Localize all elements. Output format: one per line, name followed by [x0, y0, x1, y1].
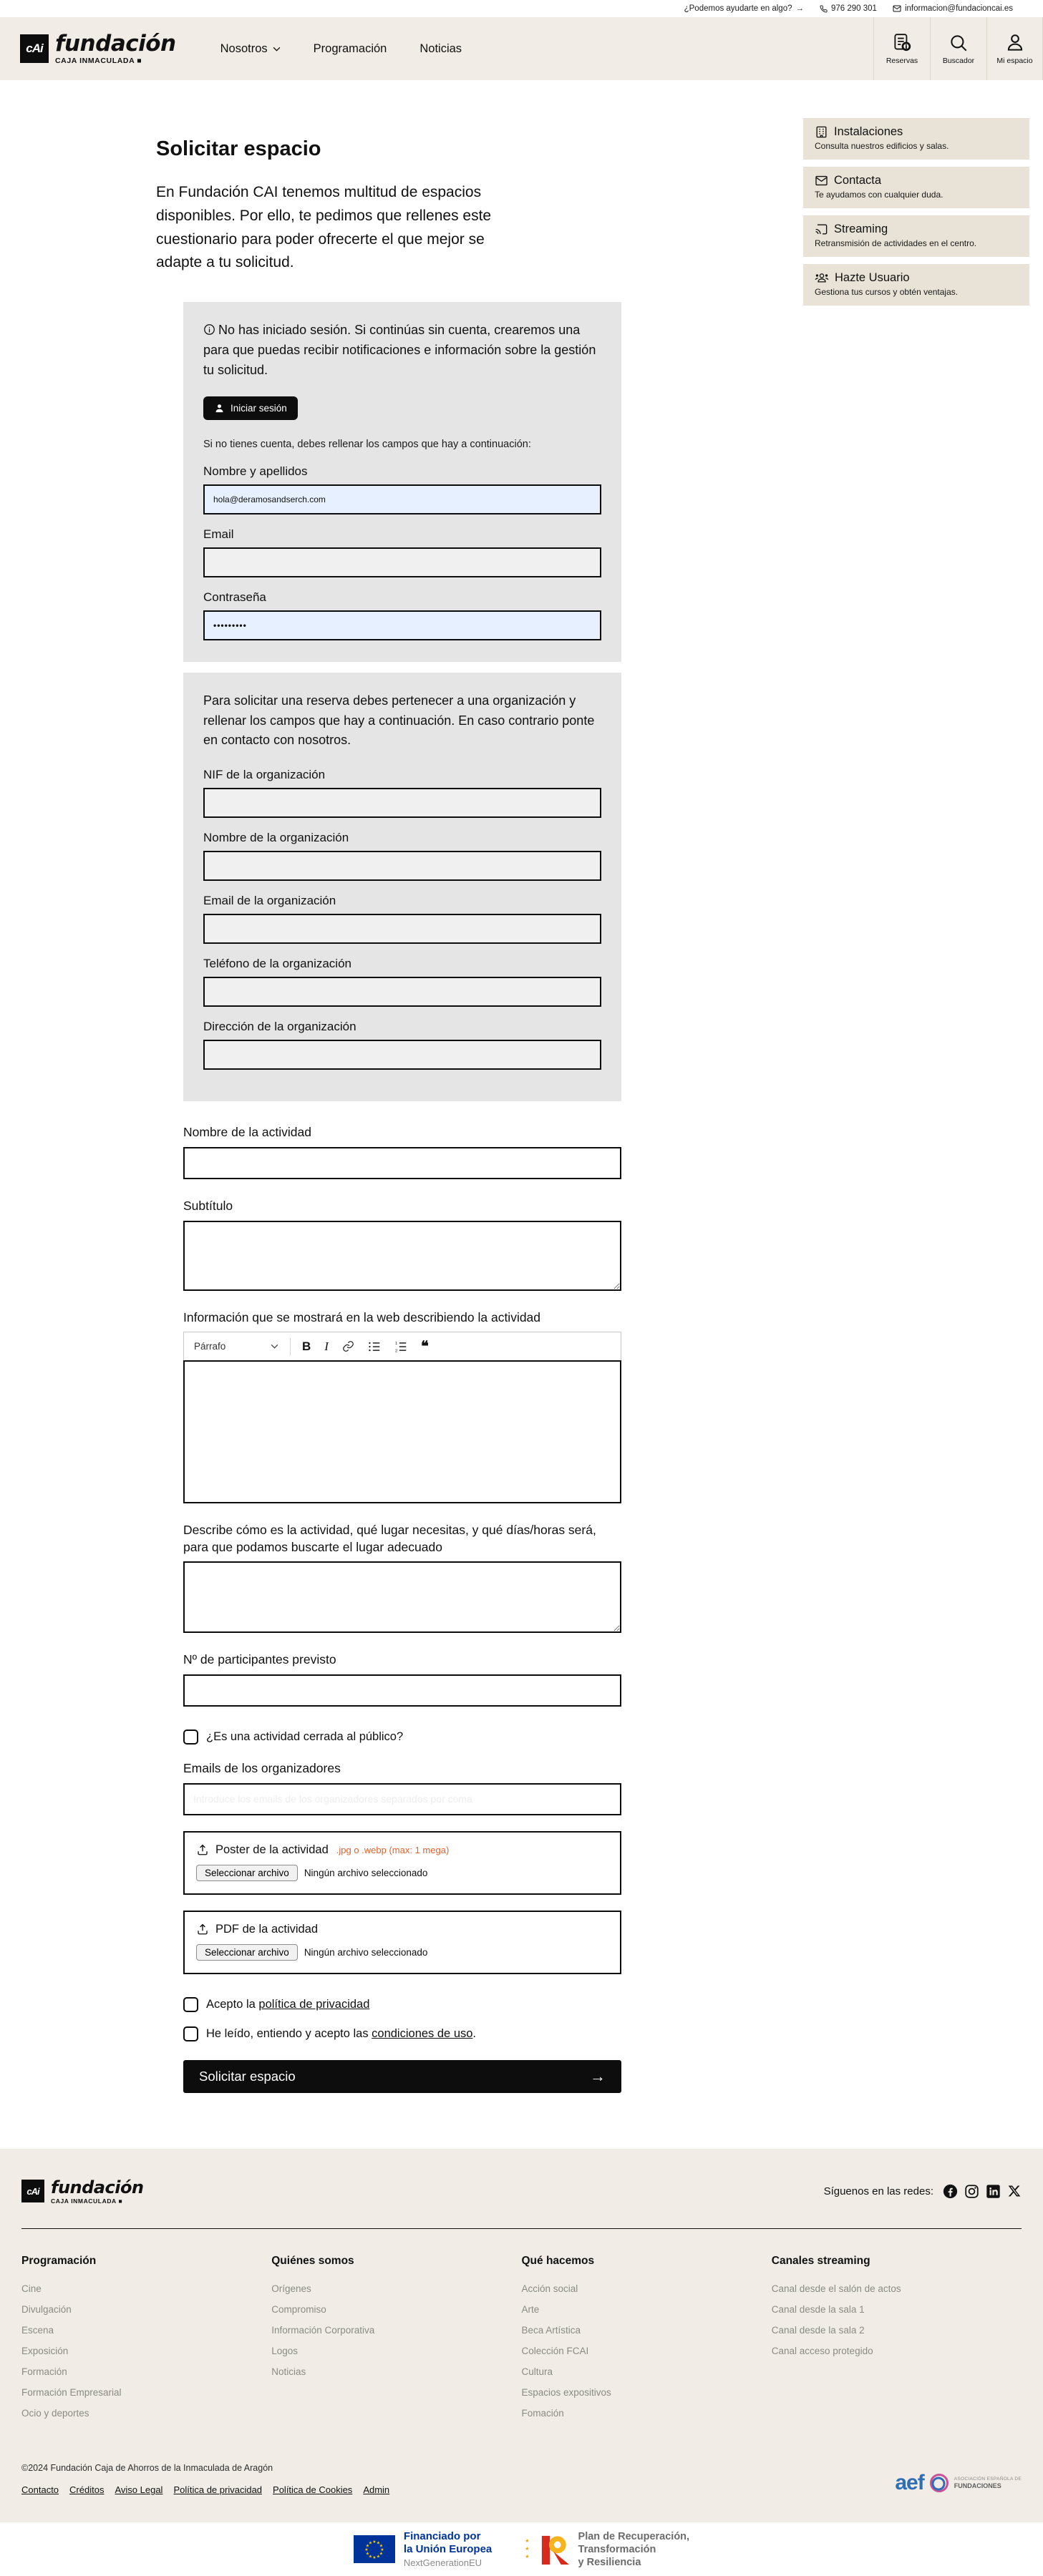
cai-logo-mark: cAi [21, 2180, 44, 2202]
facebook-icon[interactable] [943, 2184, 958, 2199]
activity-name-label: Nombre de la actividad [183, 1125, 311, 1140]
footer-divider [21, 2228, 1022, 2229]
footer-link[interactable]: Colección FCAI [521, 2346, 589, 2357]
footer-col-programacion [21, 2255, 271, 2429]
poster-file-status: Ningún archivo seleccionado [304, 1867, 428, 1878]
arrow-right-icon: → [590, 2067, 606, 2085]
eu-flag-icon [354, 2535, 395, 2563]
footer-link[interactable]: Formación Empresarial [21, 2387, 122, 2399]
describe-group [183, 1522, 621, 1633]
organization-intro: Para solicitar una reserva debes pertenecer a una organización y rellenar los campos que hay a continuación. En caso contrario ponte en contacto con nosotros. [203, 693, 595, 748]
web-info-group [183, 1309, 621, 1504]
submit-button[interactable]: Solicitar espacio → [183, 2060, 621, 2093]
organization-field-input[interactable] [203, 851, 601, 881]
web-info-label: Información que se mostrará en la web describiendo la actividad [183, 1309, 541, 1324]
social-links [824, 2184, 1022, 2199]
nav-item-noticias[interactable]: Noticias [419, 42, 462, 55]
footer-col-title: Quiénes somos [271, 2255, 354, 2268]
legal-link[interactable]: Política de privacidad [173, 2484, 263, 2496]
closed-activity-row [183, 1729, 621, 1745]
organization-box [183, 673, 621, 1102]
cast-icon [815, 223, 828, 236]
user-icon [214, 403, 225, 414]
footer-col-canales-streaming [772, 2255, 1022, 2429]
footer-link[interactable]: Orígenes [271, 2283, 311, 2295]
legal-link[interactable]: Créditos [69, 2484, 105, 2496]
organization-field-label: Dirección de la organización [203, 1020, 356, 1034]
page-title: Solicitar espacio [156, 137, 321, 160]
mi-espacio-button[interactable] [986, 17, 1043, 80]
eu-funding-logo: ★ ★ ★ ★ ★ ★ ★ ★ ★ ★ ★ ★ Financiado por la Unión Europea NextGenerationEU [354, 2530, 492, 2568]
svg-text:★: ★ [365, 2544, 370, 2549]
nav-item-nosotros[interactable]: Nosotros [220, 42, 281, 56]
footer-col-quienes-somos [271, 2255, 521, 2429]
footer-link[interactable]: Escena [21, 2325, 54, 2336]
stars-decoration: ★ ★ ★ [525, 2538, 530, 2560]
sidebar-card-desc: Gestiona tus cursos y obtén ventajas. [815, 287, 959, 297]
mail-icon [893, 4, 901, 13]
info-icon [203, 323, 215, 336]
footer-link[interactable]: Canal desde la sala 2 [771, 2325, 865, 2336]
sidebar-card-instalaciones[interactable] [803, 118, 1029, 160]
cai-logo-mark: cAi [20, 34, 49, 63]
footer-link[interactable]: Beca Artística [521, 2325, 581, 2336]
subtitle-textarea[interactable] [183, 1221, 621, 1291]
footer-link[interactable]: Divulgación [21, 2304, 72, 2316]
request-form [183, 302, 621, 2093]
sidebar [803, 118, 1029, 306]
link-button[interactable] [342, 1340, 354, 1352]
numbered-list-button[interactable] [394, 1341, 407, 1352]
footer-link[interactable]: Arte [521, 2304, 540, 2316]
social-label: Síguenos en las redes: [823, 2185, 933, 2197]
search-icon [948, 32, 969, 54]
reservas-label: Reservas [886, 57, 918, 65]
aef-rings-icon [928, 2472, 951, 2494]
phone-link[interactable] [820, 4, 877, 13]
subtitle-label: Subtítulo [183, 1198, 233, 1213]
privacy-consent-row [183, 1997, 621, 2012]
legal-link[interactable]: Política de Cookies [273, 2484, 353, 2496]
footer-link[interactable]: Canal desde la sala 1 [771, 2304, 865, 2316]
help-text: ¿Podemos ayudarte en algo? [684, 4, 792, 13]
footer-link[interactable]: Formación [21, 2366, 67, 2378]
password-field-group [203, 590, 601, 640]
organizer-emails-input[interactable] [183, 1783, 621, 1815]
password-input[interactable] [203, 610, 601, 640]
poster-upload-title: Poster de la actividad [215, 1843, 329, 1856]
sidebar-card-streaming[interactable] [803, 215, 1029, 257]
legal-link[interactable]: Contacto [21, 2484, 59, 2496]
svg-text:★: ★ [379, 2552, 384, 2557]
activity-name-group [183, 1124, 621, 1179]
legal-link[interactable]: Aviso Legal [115, 2484, 163, 2496]
participants-group [183, 1652, 621, 1707]
header [0, 17, 1043, 80]
participants-label: Nº de participantes previsto [183, 1652, 336, 1667]
legal-link[interactable]: Admin [363, 2484, 390, 2496]
organization-field-group [203, 831, 601, 881]
organization-field-group [203, 1020, 601, 1070]
brand-name: fundación [55, 30, 176, 57]
privacy-policy-link[interactable]: política de privacidad [258, 1997, 370, 2011]
name-field-group [203, 464, 601, 514]
footer-link[interactable]: Fomación [521, 2408, 564, 2419]
footer-link[interactable]: Información Corporativa [271, 2325, 375, 2336]
svg-text:★: ★ [368, 2555, 373, 2560]
footer-link[interactable]: Cultura [521, 2366, 553, 2378]
sidebar-card-desc: Consulta nuestros edificios y salas. [815, 141, 949, 151]
session-box [183, 302, 621, 662]
sidebar-card-contacta[interactable] [803, 167, 1029, 208]
bulleted-list-button[interactable] [368, 1341, 381, 1352]
footer-link[interactable]: Cine [21, 2283, 42, 2295]
footer-col-title: Canales streaming [771, 2255, 870, 2268]
account-hint: Si no tienes cuenta, debes rellenar los campos que hay a continuación: [203, 438, 531, 450]
aef-logo[interactable]: aef ASOCIACIÓN ESPAÑOLA DE FUNDACIONES [895, 2471, 1022, 2495]
organization-field-label: NIF de la organización [203, 768, 326, 782]
organization-field-label: Teléfono de la organización [203, 957, 351, 971]
organization-field-input[interactable] [203, 977, 601, 1007]
phone-icon [820, 5, 828, 13]
content [156, 137, 629, 2093]
email-address: informacion@fundacioncai.es [904, 4, 1013, 13]
bold-button[interactable]: B [302, 1339, 311, 1353]
name-label: Nombre y apellidos [203, 464, 308, 478]
users-icon [815, 271, 829, 285]
recovery-plan-r-icon [540, 2534, 570, 2565]
activity-name-input[interactable] [183, 1147, 621, 1179]
footer-link[interactable]: Acción social [521, 2283, 578, 2295]
footer-col-que-hacemos [522, 2255, 772, 2429]
recovery-plan-logo: ★ ★ ★ Plan de Recuperación, Transformación y Resiliencia [525, 2530, 690, 2568]
organizer-emails-group [183, 1760, 621, 1815]
linkedin-icon[interactable] [986, 2184, 1001, 2199]
upload-icon [196, 1923, 209, 1936]
email-input[interactable] [203, 547, 601, 577]
login-button[interactable]: Iniciar sesión [203, 396, 298, 420]
footer-col-title: Qué hacemos [521, 2255, 595, 2268]
header-actions [873, 17, 1043, 80]
svg-text:★: ★ [368, 2541, 373, 2546]
footer-link[interactable]: Canal desde el salón de actos [771, 2283, 901, 2295]
closed-activity-checkbox[interactable] [183, 1729, 198, 1745]
poster-upload-hint: .jpg o .webp (max: 1 mega) [336, 1844, 450, 1855]
svg-text:1: 1 [394, 1341, 398, 1346]
privacy-checkbox[interactable] [183, 1997, 198, 2012]
page-intro: En Fundación CAI tenemos multitud de espacios disponibles. Por ello, te pedimos que rellenes este cuestionario para poder ofrecerte el que mejor se adapte a tu solicitud. [156, 184, 492, 271]
svg-text:★: ★ [372, 2556, 377, 2561]
describe-label: Describe cómo es la actividad, qué lugar necesitas, y qué días/horas será, para que podamos buscarte el lugar adecuado [183, 1523, 596, 1554]
svg-text:★: ★ [372, 2540, 377, 2545]
richtext-editor-area[interactable] [183, 1360, 621, 1503]
email-link[interactable] [893, 4, 1013, 13]
sidebar-card-hazte-usuario[interactable] [803, 264, 1029, 306]
sidebar-card-desc: Retransmisión de actividades en el centro. [815, 238, 977, 248]
sidebar-card-title: Streaming [834, 223, 888, 235]
logo[interactable] [20, 30, 176, 65]
buscador-label: Buscador [942, 57, 975, 65]
user-icon [1004, 32, 1026, 54]
svg-text:★: ★ [376, 2541, 381, 2546]
footer-link[interactable]: Logos [271, 2346, 299, 2357]
svg-text:★: ★ [379, 2544, 384, 2549]
footer-link[interactable]: Canal acceso protegido [771, 2346, 873, 2357]
participants-input[interactable] [183, 1674, 621, 1707]
help-link[interactable] [684, 4, 804, 13]
reservations-icon [891, 32, 913, 54]
password-label: Contraseña [203, 590, 266, 604]
closed-activity-label: ¿Es una actividad cerrada al público? [206, 1730, 404, 1744]
main [0, 80, 1043, 2149]
name-input[interactable] [203, 484, 601, 514]
upload-icon [196, 1843, 209, 1856]
buscador-button[interactable] [930, 17, 986, 80]
footer-col-title: Programación [21, 2255, 97, 2268]
organization-field-input[interactable] [203, 1040, 601, 1070]
sidebar-card-title: Contacta [834, 174, 882, 187]
poster-upload-box [183, 1831, 621, 1895]
footer-link[interactable]: Ocio y deportes [21, 2408, 89, 2419]
reservas-button[interactable] [873, 17, 930, 80]
session-notice: No has iniciado sesión. Si continúas sin cuenta, crearemos una para que puedas recibir notificaciones e información sobre la gestión tu solicitud. [203, 323, 596, 377]
eu-funding-band [0, 2522, 1043, 2576]
italic-button[interactable]: I [324, 1339, 329, 1353]
organization-field-input[interactable] [203, 914, 601, 944]
footer-link[interactable]: Noticias [271, 2366, 306, 2378]
x-twitter-icon[interactable] [1007, 2184, 1022, 2198]
nav-item-programacion[interactable]: Programación [313, 42, 387, 55]
pdf-upload-box [183, 1911, 621, 1974]
pdf-upload-title: PDF de la actividad [215, 1922, 319, 1936]
organization-field-group [203, 957, 601, 1007]
organization-field-input[interactable] [203, 788, 601, 818]
organization-field-label: Nombre de la organización [203, 831, 349, 845]
pdf-file-status: Ningún archivo seleccionado [304, 1946, 428, 1958]
terms-link[interactable]: condiciones de uso [372, 2026, 473, 2040]
mi-espacio-label: Mi espacio [996, 57, 1033, 65]
phone-number: 976 290 301 [831, 4, 877, 13]
footer-logo[interactable]: cAi fundación CAJA INMACULADA ■ [21, 2179, 144, 2205]
envelope-icon [815, 174, 828, 187]
subtitle-group [183, 1198, 621, 1291]
brand-subtitle: CAJA INMACULADA ■ [55, 56, 142, 65]
sidebar-card-title: Instalaciones [834, 125, 903, 138]
email-label: Email [203, 527, 234, 541]
svg-text:★: ★ [365, 2552, 370, 2557]
arrow-right-icon: → [795, 4, 804, 13]
terms-consent-row [183, 2026, 621, 2041]
blockquote-button[interactable]: ❝ [420, 1338, 429, 1355]
chevron-down-icon [271, 1344, 278, 1349]
footer-link[interactable]: Espacios expositivos [521, 2387, 611, 2399]
svg-text:2: 2 [394, 1348, 398, 1352]
pdf-file-button[interactable]: Seleccionar archivo [196, 1944, 298, 1961]
poster-file-button[interactable]: Seleccionar archivo [196, 1865, 298, 1881]
organization-field-label: Email de la organización [203, 894, 336, 908]
svg-text:★: ★ [364, 2548, 369, 2553]
organization-field-group [203, 894, 601, 944]
sidebar-card-title: Hazte Usuario [835, 271, 910, 284]
richtext-toolbar [183, 1332, 621, 1360]
describe-textarea[interactable] [183, 1561, 621, 1633]
legal-links [21, 2484, 389, 2495]
copyright: ©2024 Fundación Caja de Ahorros de la Inmaculada de Aragón [21, 2463, 273, 2474]
email-field-group [203, 527, 601, 577]
building-icon [815, 125, 828, 139]
svg-text:★: ★ [376, 2555, 381, 2560]
topbar [0, 0, 1043, 17]
footer-link[interactable]: Exposición [21, 2346, 69, 2357]
svg-text:★: ★ [380, 2548, 384, 2553]
main-nav [220, 42, 462, 56]
instagram-icon[interactable] [964, 2184, 979, 2199]
chevron-down-icon [273, 47, 281, 52]
terms-label: He leído, entiendo y acepto las condiciones de uso. [206, 2026, 477, 2040]
organization-field-group [203, 768, 601, 818]
sidebar-card-desc: Te ayudamos con cualquier duda. [815, 190, 943, 200]
terms-checkbox[interactable] [183, 2026, 198, 2041]
privacy-label: Acepto la política de privacidad [206, 1997, 370, 2011]
footer-link[interactable]: Compromiso [271, 2304, 326, 2316]
footer [0, 2149, 1043, 2523]
paragraph-style-dropdown[interactable]: Párrafo [194, 1341, 278, 1352]
organizer-emails-label: Emails de los organizadores [183, 1761, 341, 1776]
toolbar-divider [290, 1338, 291, 1355]
